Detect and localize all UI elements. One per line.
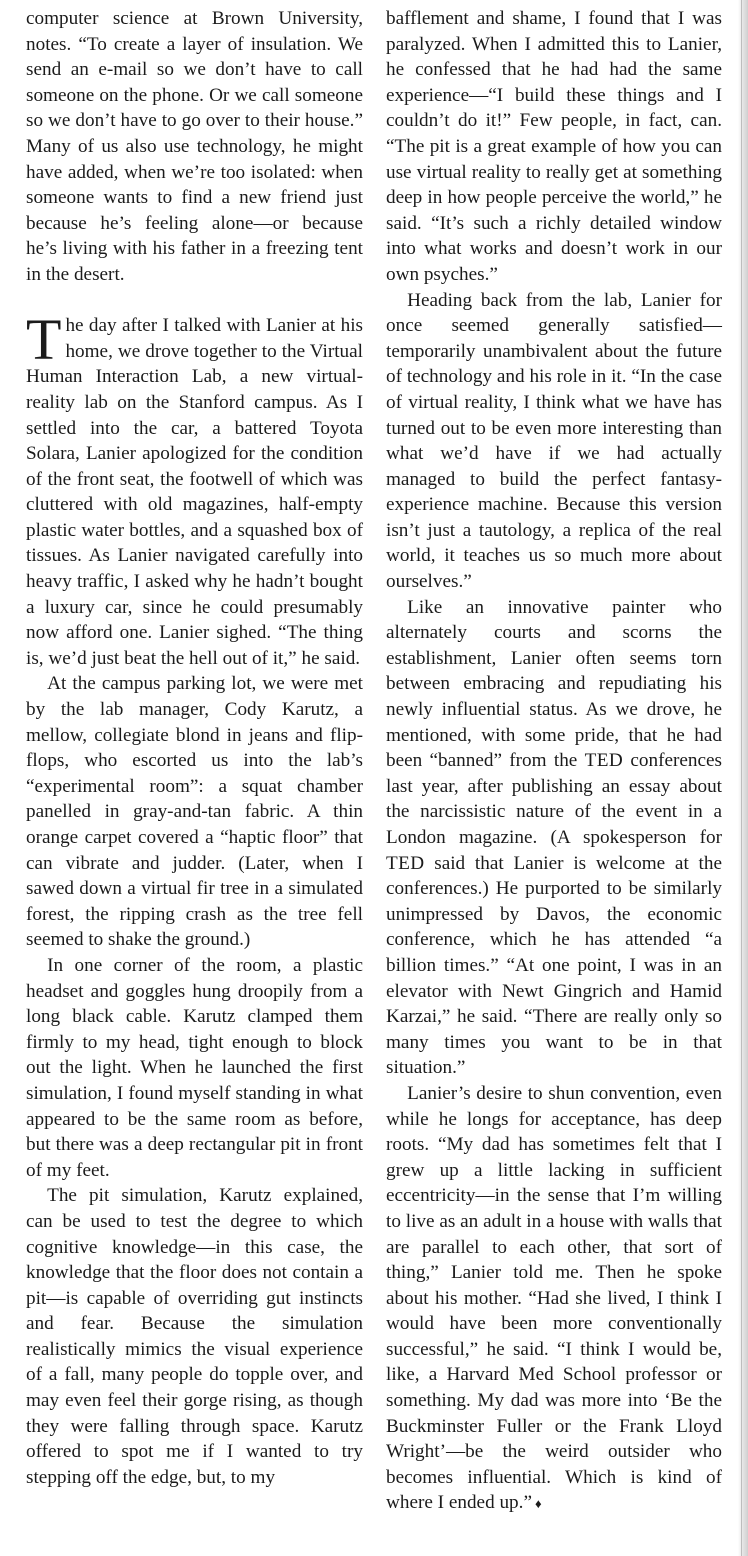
end-mark-icon: ♦ — [534, 1496, 542, 1512]
ted-name-1: TED — [584, 750, 624, 772]
paragraph-continuation-left: computer science at Brown University, notes. “To create a layer of insulation. We send an e-mail so we don’t have to call someone on the phone. Or we call someone so we don’t have to go over to their house.” Many of us also use technology, he might have added, when we’re too isolated: when someone wants to find a new friend just because he’s feeling alone—or because he’s living with his father in a freezing tent in the desert. — [26, 8, 363, 285]
page-edge-line — [741, 0, 742, 1556]
section-start-text: he day after I talked with Lanier at his home, we drove together to the Virtual Human Interaction Lab, a new virtual-reality lab on the Stanford campus. As I settled into the car, a battered Toyota Solara, Lanier apologized for the condition of the front seat, the footwell of which was cluttered with old magazines, half-empty plastic water bottles, and a squashed box of tissues. As Lanier navigated carefully into heavy traffic, I asked why he hadn’t bought a luxury car, since he could presumably now afford one. Lanier sighed. “The thing is, we’d just beat the hell out of it,” he said. — [26, 315, 363, 669]
ted-name-2: TED — [386, 852, 425, 874]
drop-cap: T — [26, 307, 62, 373]
painter-text-a: Like an innovative painter who alternately courts and scorns the establishment, Lanier often seems torn between embracing and repudiating his newly influential status. As we drove, he mentioned, with some pride, that he had been “banned” from the — [386, 596, 722, 772]
convention-text: Lanier’s desire to shun convention, even while he longs for acceptance, has deep roots. “My dad has sometimes felt that I grew up a little lacking in sufficient eccentricity—in the sense that I’m willing to live as an adult in a house with walls that are parallel to each other, that sort of thing,” Lanier told me. Then he spoke about his mother. “Had she lived, I think I would have been more conventionally successful,” he said. “I think I would be, like, a Harvard Med School professor or something. My dad was more into ‘Be the Buckminster Fuller or the Frank Lloyd Wright’—be the weird outsider who becomes influential. Which is kind of where I ended up.” — [386, 1082, 722, 1514]
paragraph-parking-lot: At the campus parking lot, we were met by the lab manager, Cody Karutz, a mellow, collegiate blond in jeans and flip-flops, who escorted us into the lab’s “experimental room”: a squat chamber panelled in gray-and-tan fabric. A thin orange carpet covered a “haptic floor” that can vibrate and judder. (Later, when I sawed down a virtual fir tree in a simulated forest, the ripping crash as the tree fell seemed to shake the ground.) — [26, 673, 363, 951]
paragraph-continuation-right: bafflement and shame, I found that I was paralyzed. When I admitted this to Lanier, he confessed that he had had the same experience—“I build these things and I couldn’t do it!” Few people, in fact, can. “The pit is a great example of how you can use virtual reality to really get at something deep in how people perceive the world,” he said. “It’s such a richly detailed window into what works and doesn’t work in our own psyches.” — [386, 8, 722, 285]
paragraph-pit-simulation: The pit simulation, Karutz explained, can be used to test the degree to which cognitive knowledge—in this case, the knowledge that the floor does not contain a pit—is capable of overriding gut instincts and fear. Because the simulation realistically mimics the visual experience of a fall, many people do topple over, and may even feel their gorge rising, as though they were falling through space. Karutz offered to spot me if I wanted to try stepping off the edge, but, to my — [26, 1185, 363, 1488]
paragraph-convention — [386, 1081, 722, 1517]
page-edge-shadow — [738, 0, 748, 1556]
right-column — [386, 6, 722, 1517]
left-column — [26, 6, 363, 1490]
painter-text-b: conferences last year, after publishing an essay about the narcissistic nature of the event in a London magazine. (A spokesperson for — [386, 750, 722, 848]
painter-text-c: said that Lanier is welcome at the conferences.) He purported to be similarly unimpressed by Davos, the economic conference, which he has attended “a billion times.” “At one point, I was in an elevator with Newt Gingrich and Hamid Karzai,” he said. “There are really only so many times you want to be in that situation.” — [386, 852, 722, 1079]
paragraph-heading-back: Heading back from the lab, Lanier for once seemed generally satisfied—temporarily unambivalent about the future of technology and his role in it. “In the case of virtual reality, I think what we have has turned out to be even more interesting than what we’d have if we had actually managed to build the perfect fantasy-experience machine. Because this version isn’t just a tautology, a replica of the real world, it teaches us so much more about ourselves.” — [386, 289, 722, 593]
paragraph-painter — [386, 595, 722, 1081]
paragraph-headset: In one corner of the room, a plastic headset and goggles hung droopily from a long black cable. Karutz clamped them firmly to my head, tight enough to block out the light. When he launched the first simulation, I found myself standing in what appeared to be the same room as before, but there was a deep rectangular pit in front of my feet. — [26, 954, 363, 1181]
paragraph-section-start — [26, 307, 363, 671]
